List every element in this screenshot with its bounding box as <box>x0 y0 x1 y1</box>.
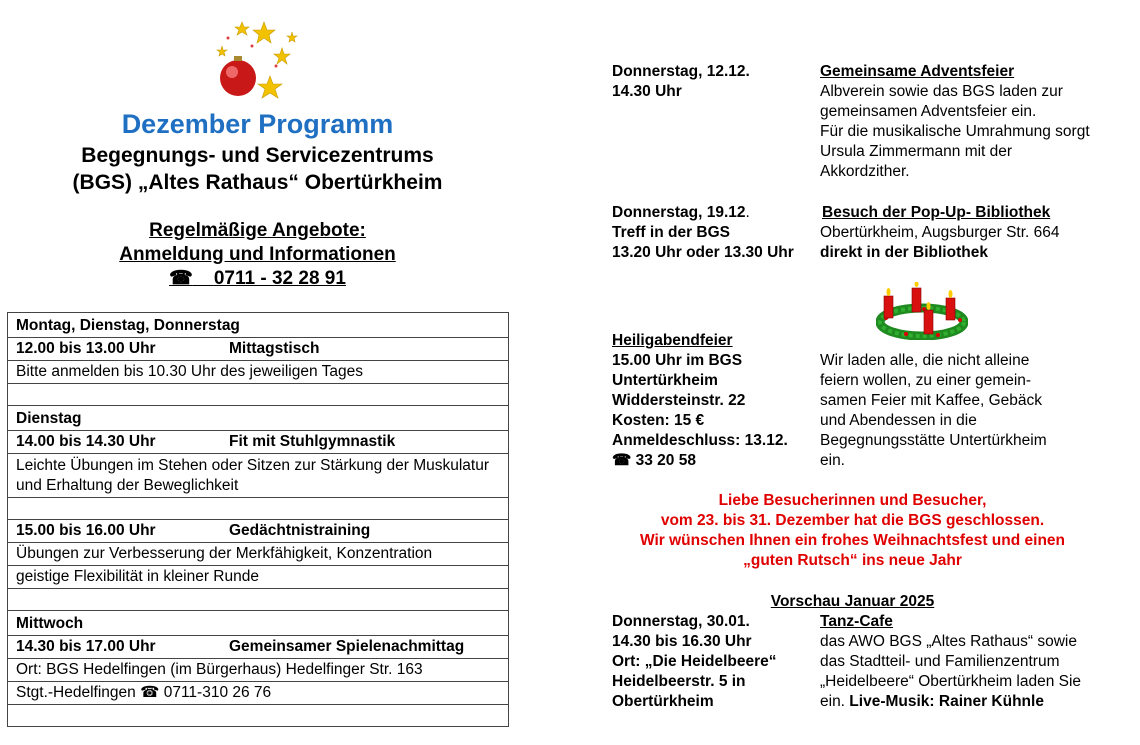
desc-gymnastics: Leichte Übungen im Stehen oder Sitzen zur Stärkung der Muskulatur und Erhaltung der Beweglichkeit <box>16 457 490 494</box>
event-christmas-eve-text-5: Begegnungsstätte Untertürkheim <box>820 432 1047 449</box>
event-advent-date: Donnerstag, 12.12. <box>612 63 750 80</box>
event-christmas-eve-phone: 33 20 58 <box>635 452 696 469</box>
event-advent-title: Gemeinsame Adventsfeier <box>820 63 1015 80</box>
preview-left-2: 14.30 bis 16.30 Uhr <box>612 633 752 650</box>
subtitle-line-1: Begegnungs- und Servicezentrums <box>81 144 434 167</box>
registration-info-heading: Anmeldung und Informationen <box>119 244 396 265</box>
day-label-tuesday: Dienstag <box>16 410 82 427</box>
notice-line-2: vom 23. bis 31. Dezember hat die BGS geschlossen. <box>660 512 1045 529</box>
table-row <box>8 705 508 727</box>
table-row <box>8 636 508 659</box>
preview-live-music: Live-Musik: Rainer Kühnle <box>845 693 1044 710</box>
table-row <box>8 338 508 361</box>
page-title: Dezember Programm <box>121 109 394 139</box>
phone-icon: ☎ <box>140 684 160 701</box>
table-row <box>8 566 508 589</box>
event-advent-details <box>820 62 1090 182</box>
phone-icon: ☎ <box>169 268 193 289</box>
time-memory: 15.00 bis 16.00 Uhr <box>16 522 156 539</box>
preview-text-2: das Stadtteil- und Familienzentrum <box>820 653 1060 670</box>
day-label-wednesday: Mittwoch <box>16 615 84 632</box>
place-games: Ort: BGS Hedelfingen (im Bürgerhaus) Hedelfinger Str. 163 <box>16 661 423 678</box>
notice-line-4: „guten Rutsch“ ins neue Jahr <box>743 552 962 569</box>
event-christmas-eve-left-2: Untertürkheim <box>612 372 718 389</box>
event-library-details <box>822 203 1060 263</box>
event-library-title: Besuch der Pop-Up- Bibliothek <box>822 204 1051 221</box>
preview-left-1: Donnerstag, 30.01. <box>612 613 750 630</box>
preview-text-1: das AWO BGS „Altes Rathaus“ sowie <box>820 633 1077 650</box>
phone-games-number: 0711-310 26 76 <box>163 684 272 701</box>
preview-left-5: Obertürkheim <box>612 693 714 710</box>
table-row <box>8 361 508 384</box>
event-advent-text-2: gemeinsamen Adventsfeier ein. <box>820 103 1037 120</box>
event-christmas-eve-left-1: 15.00 Uhr im BGS <box>612 352 743 369</box>
event-library-when <box>612 203 794 263</box>
event-library-meet: Treff in der BGS <box>612 224 730 241</box>
event-advent-text-4: Ursula Zimmermann mit der <box>820 143 1013 160</box>
activity-gymnastics: Fit mit Stuhlgymnastik <box>229 433 396 450</box>
table-row <box>8 682 508 705</box>
header-phone-number: 0711 - 32 28 91 <box>213 268 346 289</box>
event-advent-time: 14.30 Uhr <box>612 83 682 100</box>
event-advent-when <box>612 62 750 102</box>
activity-lunch: Mittagstisch <box>229 340 320 357</box>
event-christmas-eve-details <box>820 351 1047 471</box>
time-gymnastics: 14.00 bis 14.30 Uhr <box>16 433 156 450</box>
subtitle-line-2: (BGS) „Altes Rathaus“ Obertürkheim <box>72 171 443 194</box>
table-row <box>8 406 508 431</box>
advent-wreath-icon <box>876 282 968 340</box>
event-christmas-eve-text-2: feiern wollen, zu einer gemein- <box>820 372 1032 389</box>
phone-games-prefix: Stgt.-Hedelfingen <box>16 684 136 701</box>
closure-notice <box>590 491 1115 571</box>
activity-memory: Gedächtnistraining <box>229 522 371 539</box>
event-christmas-eve-title: Heiligabendfeier <box>612 332 733 349</box>
event-advent-text-1: Albverein sowie das BGS laden zur <box>820 83 1063 100</box>
event-library-text-1: Obertürkheim, Augsburger Str. 664 <box>820 224 1060 241</box>
table-row <box>8 431 508 454</box>
christmas-ornament-icon <box>212 18 298 108</box>
event-library-time: 13.20 Uhr oder 13.30 Uhr <box>612 244 794 261</box>
notice-line-1: Liebe Besucherinnen und Besucher, <box>718 492 987 509</box>
event-library-date-dot: . <box>745 204 750 221</box>
event-advent-text-5: Akkordzither. <box>820 163 910 180</box>
phone-icon: ☎ <box>612 452 632 469</box>
preview-heading: Vorschau Januar 2025 <box>770 593 935 610</box>
event-christmas-eve-left-5: Anmeldeschluss: 13.12. <box>612 432 788 449</box>
event-christmas-eve-text-6: ein. <box>820 452 845 469</box>
preview-details <box>820 612 1081 712</box>
preview-text-3: „Heidelbeere“ Obertürkheim laden Sie <box>820 673 1082 690</box>
event-christmas-eve-left-4: Kosten: 15 € <box>612 412 705 429</box>
regular-offers-heading: Regelmäßige Angebote: <box>149 220 366 241</box>
table-row <box>8 589 508 611</box>
time-lunch: 12.00 bis 13.00 Uhr <box>16 340 156 357</box>
regular-schedule-table <box>7 312 509 727</box>
event-christmas-eve-text-1: Wir laden alle, die nicht alleine <box>820 352 1030 369</box>
table-row <box>8 611 508 636</box>
table-row <box>8 520 508 543</box>
event-library-date: Donnerstag, 19.12 <box>612 204 746 221</box>
table-row <box>8 313 508 338</box>
event-library-text-2: direkt in der Bibliothek <box>820 244 988 261</box>
event-advent-text-3: Für die musikalische Umrahmung sorgt <box>820 123 1090 140</box>
table-row <box>8 454 508 498</box>
preview-left-3: Ort: „Die Heidelbeere“ <box>612 653 777 670</box>
preview-title: Tanz-Cafe <box>820 613 893 630</box>
day-label-mon-tue-thu: Montag, Dienstag, Donnerstag <box>16 317 240 334</box>
activity-games: Gemeinsamer Spielenachmittag <box>229 638 465 655</box>
preview-when <box>612 612 777 712</box>
preview-text-4: ein. <box>820 693 845 710</box>
table-row <box>8 384 508 406</box>
desc-memory-1: Übungen zur Verbesserung der Merkfähigkeit, Konzentration <box>16 545 433 562</box>
event-christmas-eve-left-3: Widdersteinstr. 22 <box>612 392 746 409</box>
header-phone <box>169 268 346 289</box>
event-christmas-eve-text-4: und Abendessen in die <box>820 412 977 429</box>
time-games: 14.30 bis 17.00 Uhr <box>16 638 156 655</box>
table-row <box>8 498 508 520</box>
desc-lunch: Bitte anmelden bis 10.30 Uhr des jeweiligen Tages <box>16 363 363 380</box>
desc-memory-2: geistige Flexibilität in kleiner Runde <box>16 568 259 585</box>
preview-left-4: Heidelbeerstr. 5 in <box>612 673 746 690</box>
event-christmas-eve-when <box>612 331 788 471</box>
table-row <box>8 543 508 566</box>
notice-line-3: Wir wünschen Ihnen ein frohes Weihnachtsfest und einen <box>639 532 1066 549</box>
table-row <box>8 659 508 682</box>
event-christmas-eve-text-3: samen Feier mit Kaffee, Gebäck <box>820 392 1042 409</box>
